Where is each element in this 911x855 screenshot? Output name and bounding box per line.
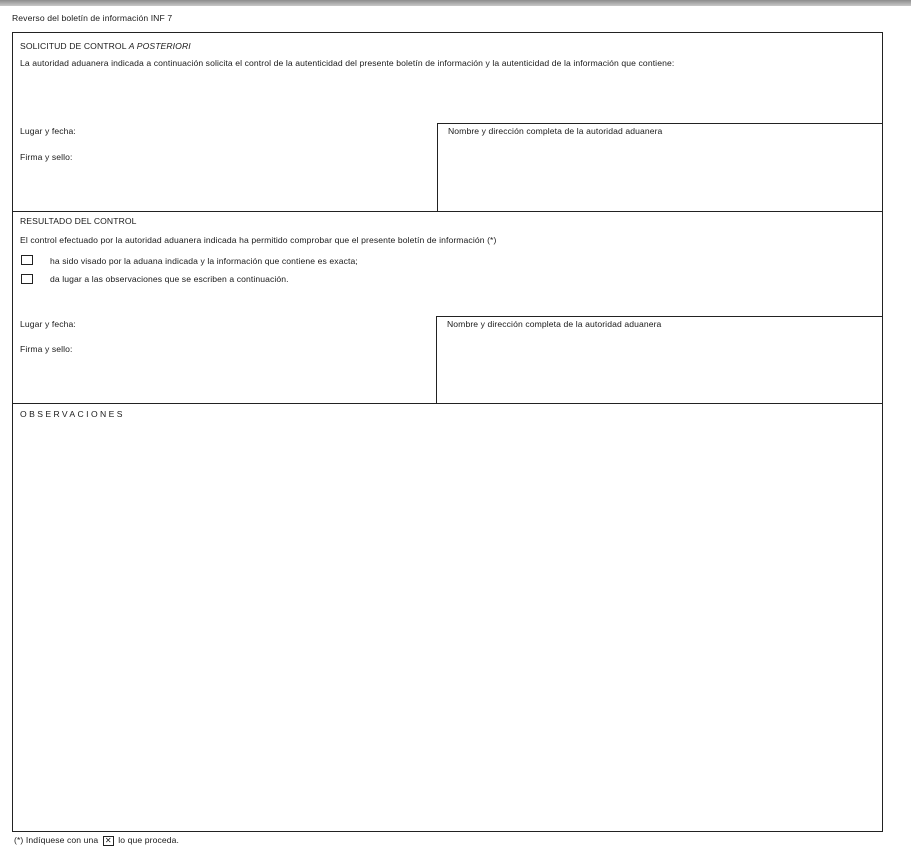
solicitud-firma-sello-label: Firma y sello: — [20, 152, 73, 162]
resultado-firma-sello-label: Firma y sello: — [20, 344, 73, 354]
document-title: Reverso del boletín de información INF 7 — [12, 13, 173, 23]
option-visado-label: ha sido visado por la aduana indicada y la información que contiene es exacta; — [50, 256, 358, 266]
footnote-text-after: lo que proceda. — [118, 835, 180, 845]
checkbox-observaciones[interactable] — [21, 274, 33, 284]
resultado-authority-box-top — [436, 316, 883, 317]
observaciones-heading: OBSERVACIONES — [20, 409, 125, 419]
solicitud-authority-field[interactable]: Nombre y dirección completa de la autoridad aduanera — [448, 126, 663, 136]
observaciones-area[interactable] — [14, 424, 880, 829]
checkbox-visado[interactable] — [21, 255, 33, 265]
section-divider-1 — [12, 211, 883, 212]
solicitud-lugar-fecha-label: Lugar y fecha: — [20, 126, 76, 136]
footnote-text-before: (*) Indíquese con una — [14, 835, 99, 845]
section-divider-2 — [12, 403, 883, 404]
option-observaciones-label: da lugar a las observaciones que se escriben a continuación. — [50, 274, 289, 284]
solicitud-heading — [20, 41, 191, 51]
footnote — [14, 835, 179, 846]
solicitud-authority-box-left — [437, 123, 438, 211]
resultado-lugar-fecha-label: Lugar y fecha: — [20, 319, 76, 329]
solicitud-heading-italic: A POSTERIORI — [128, 41, 191, 51]
resultado-heading: RESULTADO DEL CONTROL — [20, 216, 137, 226]
resultado-text: El control efectuado por la autoridad aduanera indicada ha permitido comprobar que el presente boletín de información (*) — [20, 235, 497, 245]
resultado-authority-field[interactable]: Nombre y dirección completa de la autoridad aduanera — [447, 319, 662, 329]
solicitud-text: La autoridad aduanera indicada a continuación solicita el control de la autenticidad del presente boletín de información y la autenticidad de la información que contiene: — [20, 58, 675, 68]
x-mark-box-icon: ✕ — [103, 836, 114, 846]
top-edge — [0, 0, 911, 6]
solicitud-authority-box-top — [437, 123, 883, 124]
resultado-authority-box-left — [436, 316, 437, 403]
solicitud-heading-plain: SOLICITUD DE CONTROL — [20, 41, 129, 51]
